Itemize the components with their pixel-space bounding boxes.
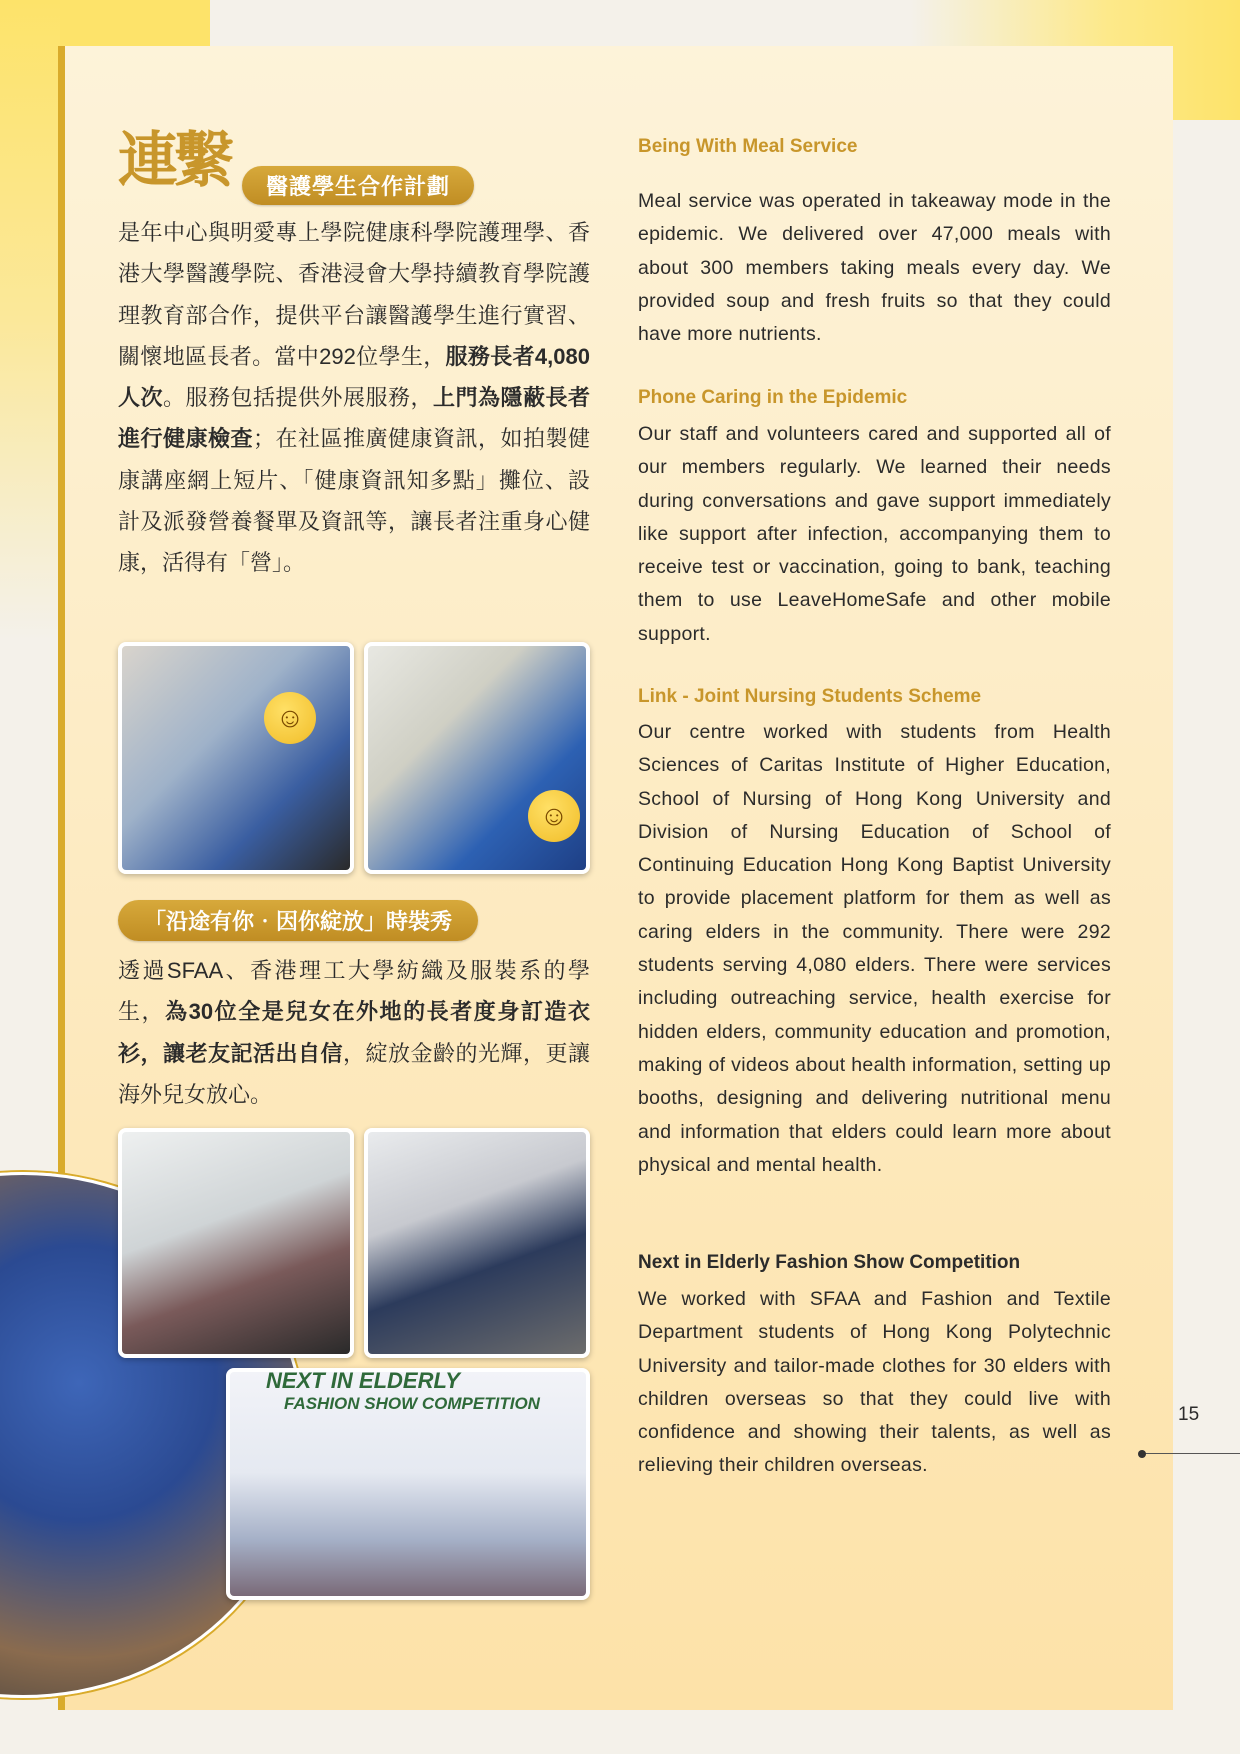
nursing-scheme-body: Our centre worked with students from Health Sciences of Caritas Institute of Higher Education, School of Nursing of Hong Kong University and Division of Nursing Education of School of Continuing Education Hong Kong Baptist University to provide placement platform for them as well as caring elders in the community. There were 292 students serving 4,080 elders. There were services including outreaching service, health exercise for hidden elders, community education and promotion, making of videos about health information, setting up booths, designing and delivering nutritional menu and information that elders could learn more about physical and mental health. xyxy=(638,721,1111,1176)
background-yellow-strip xyxy=(0,0,60,640)
para-bold: 上門為隱蔽長者進行健康檢查 xyxy=(118,385,590,452)
para-text: ，綻放金齡的光輝，更讓海外兒女放心。 xyxy=(118,1040,590,1107)
section-heading-link xyxy=(118,128,478,206)
para-text: 。服務包括提供外展服務， xyxy=(163,385,433,411)
smiley-icon: ☺ xyxy=(528,790,580,842)
photo-banner-title: NEXT IN ELDERLY xyxy=(266,1368,460,1393)
fashion-show-heading: Next in Elderly Fashion Show Competition xyxy=(638,1252,1021,1273)
photo-fashion-fitting xyxy=(364,1128,590,1358)
para-bold: 服務長者4,080人次 xyxy=(118,343,590,411)
chinese-paragraph-fashion xyxy=(118,950,590,1115)
page-number-rule xyxy=(1140,1453,1240,1454)
photo-nursing-checkup xyxy=(118,642,354,874)
page-number: 15 xyxy=(1178,1404,1200,1425)
fashion-show-pill: 「沿途有你‧因你綻放」時裝秀 xyxy=(118,900,478,941)
fashion-show-body: We worked with SFAA and Fashion and Textile Department students of Hong Kong Polytechnic University and tailor-made clothes for 30 elders with children overseas so that they could live with confidence and showing their talents, as well as relieving their children overseas. xyxy=(638,1288,1111,1477)
para-bold: 為30位全是兒女在外地的長者度身訂造衣衫，讓老友記活出自信 xyxy=(118,999,590,1066)
para-text: ；在社區推廣健康資訊，如拍製健康講座網上短片、「健康資訊知多點」攤位、設計及派發營養餐單及資訊等，讓長者注重身心健康，活得有「營」。 xyxy=(118,426,590,576)
photo-fashion-audience xyxy=(118,1128,354,1358)
heading-big-text: 連繫 xyxy=(118,126,230,196)
chinese-paragraph-nursing xyxy=(118,212,590,584)
photo-banner-subtitle: FASHION SHOW COMPETITION xyxy=(284,1394,540,1413)
meal-service-body: Meal service was operated in takeaway mode in the epidemic. We delivered over 47,000 meals with about 300 members taking meals every day. We provided soup and fresh fruits so that they could have more nutrients. xyxy=(638,190,1111,346)
phone-caring-heading: Phone Caring in the Epidemic xyxy=(638,387,908,408)
nursing-scheme-heading: Link - Joint Nursing Students Scheme xyxy=(638,686,982,707)
phone-caring-body: Our staff and volunteers cared and supported all of our members regularly. We learned their needs during conversations and gave support immediately like support after infection, accompanying them to receive test or vaccination, going to bank, teaching them to use LeaveHomeSafe and other mobile support. xyxy=(638,423,1111,645)
para-text: 透過SFAA、香港理工大學紡織及服裝系的學生， xyxy=(118,958,590,1025)
para-text: 是年中心與明愛專上學院健康科學院護理學、香港大學醫護學院、香港浸會大學持續教育學院護理教育部合作，提供平台讓醫護學生進行實習、關懷地區長者。當中292位學生， xyxy=(118,220,590,369)
smiley-icon: ☺ xyxy=(264,692,316,744)
page-number-dot xyxy=(1138,1450,1146,1458)
meal-service-heading: Being With Meal Service xyxy=(638,136,858,157)
heading-pill: 醫護學生合作計劃 xyxy=(242,166,474,205)
